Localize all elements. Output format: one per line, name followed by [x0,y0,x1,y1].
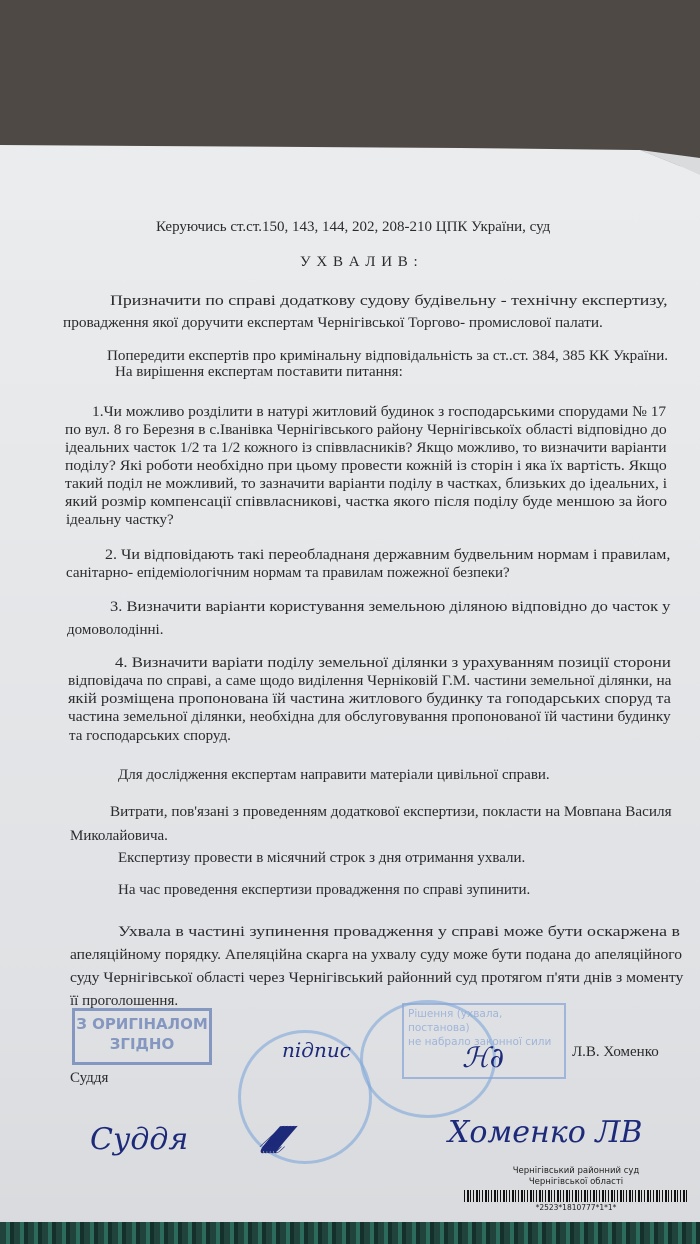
barcode-number: *2523*1810777*1*1* [535,1203,617,1212]
barcode [464,1190,688,1202]
handwritten-signature-word: підпис [282,1038,351,1062]
question-3-line: домоволодінні. [67,622,164,638]
paragraph-line: Попередити експертів про кримінальну відповідальність за ст..ст. 384, 385 КК України. [107,348,669,364]
question-3-line: 3. Визначити варіанти користування земельною діляною відповідно до часток у [110,599,671,615]
court-region: Чернігівської області [528,1177,624,1187]
stamp-line: З ОРИГІНАЛОМ [76,1015,208,1033]
question-4-line: якій розміщена пропонована їй частина житлового будинку та гоподарських споруд та [68,691,671,707]
stamp-line: ЗГІДНО [109,1035,175,1053]
paragraph-line: Ухвала в частині зупинення провадження у справі може бути оскаржена в [118,924,680,940]
question-2-line: санітарно- епідеміологічним нормам та правилам пожежної безпеки? [66,565,510,581]
judge-name: Л.В. Хоменко [572,1044,659,1060]
question-4-line: 4. Визначити варіати поділу земельної ділянки з урахуванням позиції сторони [115,655,671,671]
paragraph-line: Експертизу провести в місячний строк з дня отримання ухвали. [118,850,526,866]
signature-scribble: 𝓁𝓁𝓁𝓁𝓁 [258,1117,275,1163]
question-4-line: та господарських споруд. [69,728,231,744]
paragraph-line: апеляційному порядку. Апеляційна скарга на ухвалу суду може бути подана до апеляційного [70,947,682,963]
paragraph-line: Миколайовича. [70,828,168,844]
handwritten-name: Хоменко ЛВ [448,1115,643,1150]
judge-signature: ℋ∂ [462,1041,505,1074]
paragraph-line: На вирішення експертам поставити питання: [115,364,403,380]
paragraph-line: Витрати, пов'язані з проведенням додаткової експертизи, покласти на Мовпана Василя [110,804,672,820]
paragraph-line: На час проведення експертизи провадження по справі зупинити. [118,882,531,898]
question-1-line: який розмір компенсації співвласникові, частка якого після поділу буде меншою за його [65,494,668,510]
tablecloth-background [0,1222,700,1244]
paragraph-line: Для дослідження експертам направити матеріали цивільної справи. [118,767,550,783]
paragraph-line: провадження якої доручити експертам Чернігівської Торгово- промислової палати. [63,315,603,331]
question-4-line: відповідача по справі, а саме щодо виділення Черніковій Г.М. частини земельної ділянки, на [68,673,672,689]
preamble: Керуючись ст.ст.150, 143, 144, 202, 208-210 ЦПК України, суд [156,219,551,235]
judge-title: Суддя [70,1070,109,1086]
decision-heading: У Х В А Л И В : [300,254,419,270]
question-1-line: поділу? Які роботи необхідно при цьому провести кожній із сторін і яка їх вартість. Якщо [65,458,667,474]
question-1-line: по вул. 8 го Березня в с.Іванівка Чернігівського району Чернігівськоїх області відповідно до [65,422,667,438]
stamp-line: Рішення (ухвала, постанова) [408,1008,503,1034]
court-barcode-block [464,1166,688,1213]
question-1-line: такий поділ не можливий, то зазначити варіанти поділу в частках, близьких до ідеальних, і [65,476,668,492]
court-name: Чернігівський районний суд [512,1166,640,1176]
paragraph-line: Призначити по справі додаткову судову будівельну - технічну експертизу, [110,293,668,309]
original-stamp [72,1008,212,1065]
question-2-line: 2. Чи відповідають такі переобладнаня державним будвельним нормам і правилам, [105,547,671,563]
paragraph-line: її проголошення. [70,993,179,1009]
question-1-line: ідеальну частку? [66,512,174,528]
paragraph-line: суду Чернігівської області через Чернігівський районний суд протягом п'яти днів з моменту [70,970,684,986]
stamp-line: не набрало законної сили [408,1036,552,1048]
handwritten-judge: Суддя [90,1122,189,1157]
question-1-line: ідеальних часток 1/2 та 1/2 кожного із співвласників? Якщо можливо, то визначити варіанти [65,440,667,456]
question-1-line: 1.Чи можливо розділити в натурі житловий будинок з господарськими спорудами № 17 [92,404,667,420]
question-4-line: частина земельної ділянки, необхідна для обслуговування пропонованої їй частини будинку [68,709,671,725]
